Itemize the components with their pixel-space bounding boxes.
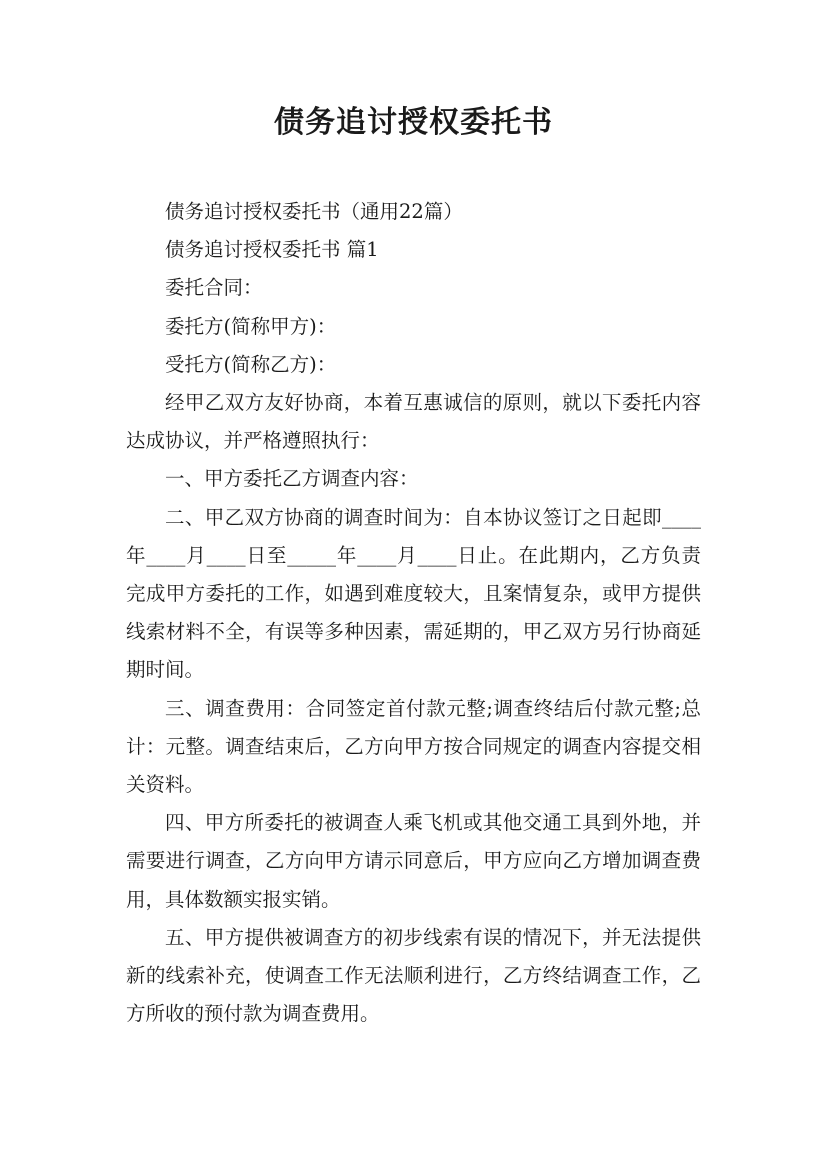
- document-body: [126, 193, 701, 1033]
- paragraph-clause-1: 一、甲方委托乙方调查内容：: [165, 467, 419, 491]
- paragraph-clause-4: 四、甲方所委托的被调查人乘飞机或其他交通工具到外地，并需要进行调查，乙方向甲方请示同意后，甲方应向乙方增加调查费用，具体数额实报实销。: [126, 811, 701, 911]
- paragraph-party-b: 受托方(简称乙方)：: [165, 352, 337, 376]
- paragraph-party-a: 委托方(简称甲方)：: [165, 314, 337, 338]
- paragraph-subtitle: 债务追讨授权委托书（通用22篇）: [165, 200, 463, 223]
- paragraph-preamble: 经甲乙双方友好协商，本着互惠诚信的原则，就以下委托内容达成协议，并严格遵照执行：: [126, 391, 701, 453]
- paragraph-contract-label: 委托合同：: [165, 276, 263, 300]
- document-title: 债务追讨授权委托书: [274, 105, 553, 140]
- paragraph-clause-2: 二、甲乙双方协商的调查时间为：自本协议签订之日起即____年____月____日至_____年____月____日止。在此期内，乙方负责完成甲方委托的工作，如遇到难度较大，且案情复杂，或甲方提供线索材料不全，有误等多种因素，需延期的，甲乙双方另行协商延期时间。: [126, 505, 701, 682]
- paragraph-clause-5: 五、甲方提供被调查方的初步线索有误的情况下，并无法提供新的线索补充，使调查工作无法顺利进行，乙方终结调查工作，乙方所收的预付款为调查费用。: [126, 925, 701, 1026]
- paragraph-section-heading: 债务追讨授权委托书 篇1: [165, 238, 379, 262]
- paragraph-clause-3: 三、调查费用：合同签定首付款元整;调查终结后付款元整;总计：元整。调查结束后，乙方向甲方按合同规定的调查内容提交相关资料。: [126, 696, 701, 797]
